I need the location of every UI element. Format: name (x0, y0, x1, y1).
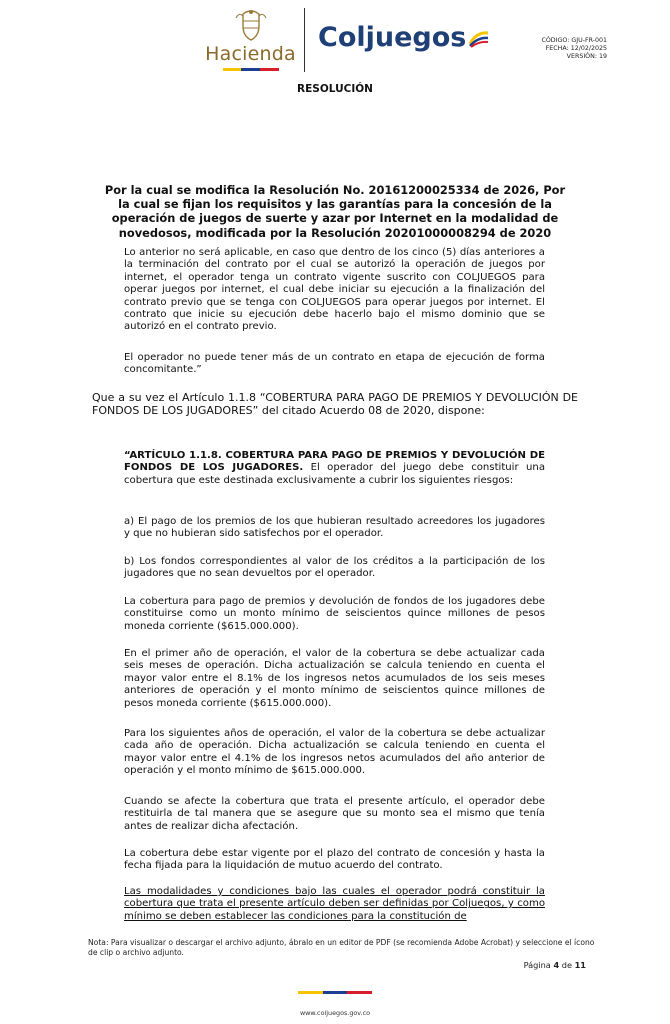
quote-paragraph-2: El operador no puede tener más de un contrato en etapa de ejecución de forma concomitante.” (124, 352, 545, 376)
following-years-paragraph: Para los siguientes años de operación, el valor de la cobertura se debe actualizar cada año de operación. Dicha actualización se calcula teniendo en cuenta el mayor valor entre el 4.1% de los ingresos netos acumulados del año anterior de operación y el monto mínimo de $615.000.000. (124, 728, 545, 777)
coat-of-arms-icon (234, 8, 268, 42)
footer-flag-stripe (298, 991, 372, 994)
colombia-flag-stripe (223, 68, 279, 71)
validity-paragraph: La cobertura debe estar vigente por el plazo del contrato de concesión y hasta la fecha fijada para la liquidación de mutuo acuerdo del contrato. (124, 848, 545, 872)
minimum-amount-paragraph: La cobertura para pago de premios y devolución de fondos de los jugadores debe constituirse como un monto mínimo de seiscientos quince millones de pesos moneda corriente ($615.000.000). (124, 596, 545, 632)
article-paragraph (124, 450, 545, 487)
document-type-heading: RESOLUCIÓN (297, 83, 373, 95)
footer-website-link[interactable]: www.coljuegos.gov.co (299, 1009, 371, 1017)
page-of: de (561, 960, 572, 970)
hacienda-logo (203, 8, 298, 80)
quote-paragraph-1: Lo anterior no será aplicable, en caso que dentro de los cinco (5) días anteriores a la terminación del contrato por el cual se autorizó la operación de juegos por internet, el operador tenga un contrato vigente suscrito con COLJUEGOS para operar juegos por internet, el cual debe iniciar su ejecución a la finalización del contrato previo que se tenga con COLJUEGOS para operar juegos por internet. El contrato que inicie su ejecución debe hacerlo bajo el mismo dominio que se autorizó en el contrato previo. (124, 247, 545, 333)
page-total: 11 (574, 960, 586, 970)
codigo-label: CÓDIGO: GJU-FR-001 (541, 37, 607, 44)
affectation-paragraph: Cuando se afecte la cobertura que trata el presente artículo, el operador debe restituirla de tal manera que se asegure que su monto sea el mismo que tenía antes de realizar dicha afectación. (124, 796, 545, 832)
item-a-paragraph: a) El pago de los premios de los que hubieran resultado acreedores los jugadores y que no hubieran sido satisfechos por el operador. (124, 516, 545, 540)
article-intro: El operador del juego debe constituir una cobertura que este destinada exclusivamente a cubrir los siguientes riesgos: (124, 462, 546, 486)
fecha-label: FECHA: 12/02/2025 (545, 45, 607, 52)
version-label: VERSIÓN: 19 (566, 53, 607, 60)
page-word: Página (523, 960, 551, 970)
coljuegos-swoosh-icon (468, 30, 490, 48)
item-b-paragraph: b) Los fondos correspondientes al valor de los créditos a la participación de los jugadores que no sean devueltos por el operador. (124, 556, 545, 580)
main-paragraph: Que a su vez el Artículo 1.1.8 “COBERTURA PARA PAGO DE PREMIOS Y DEVOLUCIÓN DE FONDOS DE LOS JUGADORES” del citado Acuerdo 08 de 2020, dispone: (92, 391, 578, 418)
coljuegos-wordmark: Coljuegos (318, 22, 467, 53)
modalities-paragraph: Las modalidades y condiciones bajo las cuales el operador podrá constituir la cobertura que trata el presente artículo deben ser definidas por Coljuegos, y como mínimo se deben establecer las condiciones para la constitución de (124, 886, 545, 922)
article-heading: “ARTÍCULO 1.1.8. COBERTURA PARA PAGO DE PREMIOS Y DEVOLUCIÓN DE FONDOS DE LOS JUGADORES. (124, 450, 545, 474)
page-number (524, 960, 586, 970)
first-year-paragraph: En el primer año de operación, el valor de la cobertura se debe actualizar cada seis meses de operación. Dicha actualización se calcula teniendo en cuenta el mayor valor entre el 8.1% de los ingresos netos acumulados de los seis meses anteriores de operación y el monto mínimo de seiscientos quince millones de pesos moneda corriente ($615.000.000). (124, 648, 545, 709)
page-current: 4 (553, 960, 560, 970)
header-divider (304, 8, 305, 72)
coljuegos-logo (318, 22, 490, 62)
footer-note: Nota: Para visualizar o descargar el archivo adjunto, ábralo en un editor de PDF (se recomienda Adobe Acrobat) y seleccione el ícono de clip o archivo adjunto. (88, 938, 595, 958)
hacienda-wordmark: Hacienda (205, 43, 296, 65)
resolution-title: Por la cual se modifica la Resolución No. 20161200025334 de 2026, Por la cual se fijan los requisitos y las garantías para la concesión de la operación de juegos de suerte y azar por Internet en la modalidad de novedosos, modificada por la Resolución 20201000008294 de 2020 (104, 183, 566, 240)
document-control-info (541, 37, 607, 61)
